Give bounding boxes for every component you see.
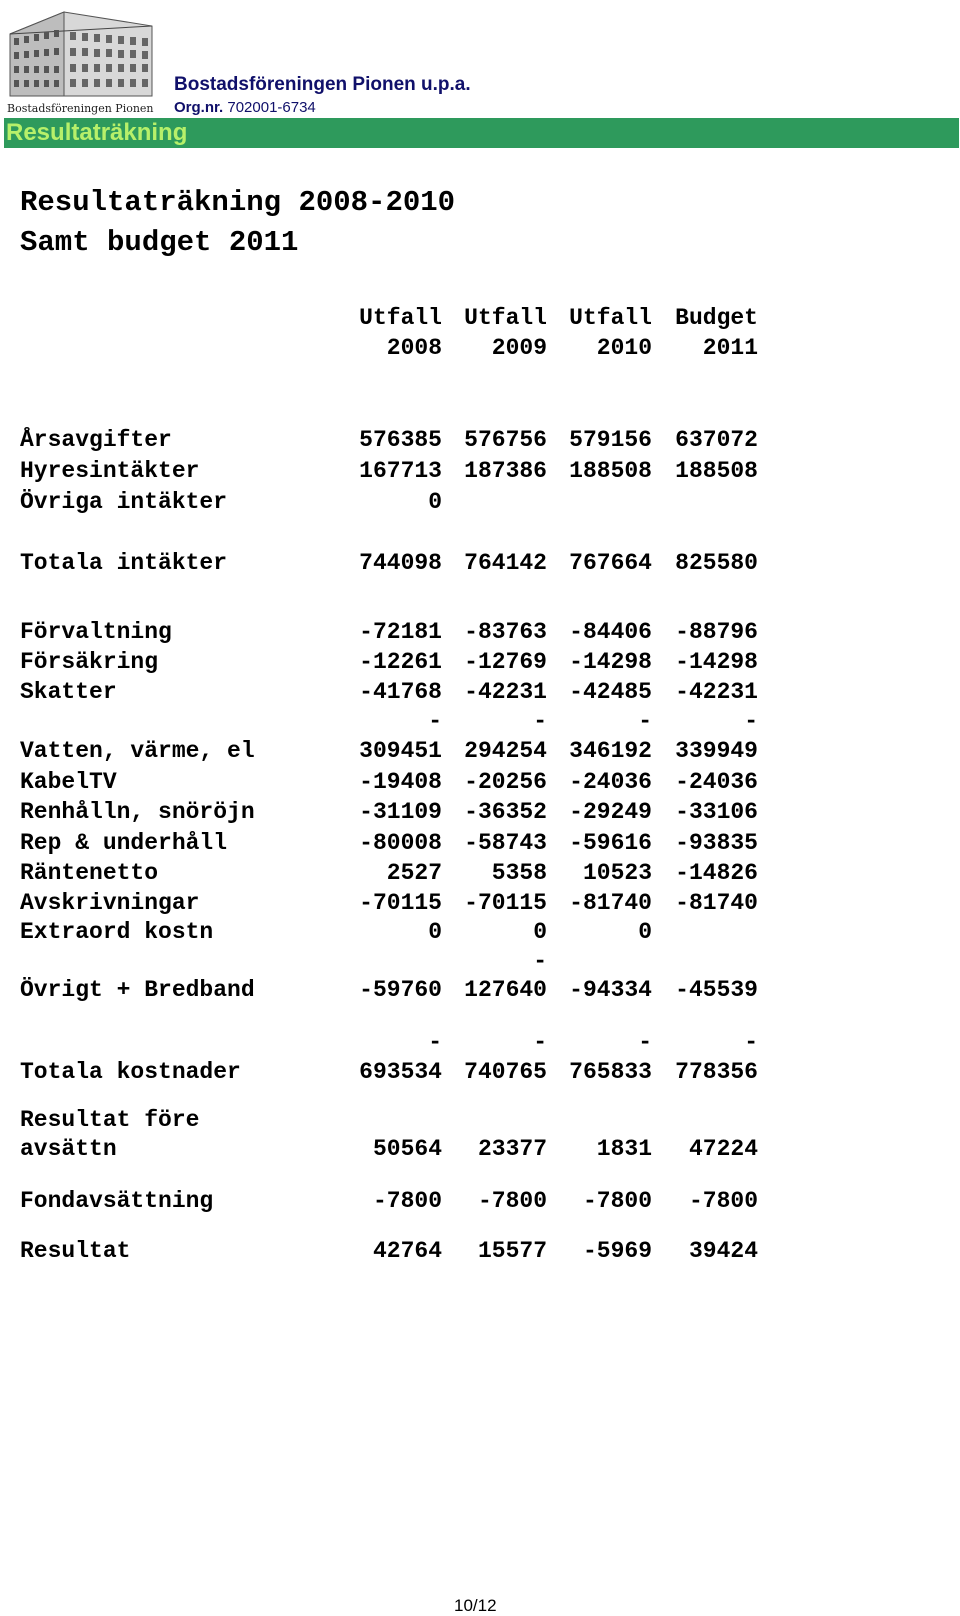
row-value: 0 (428, 919, 442, 945)
column-year: 2009 (491, 335, 547, 361)
row-value: 765833 (569, 1059, 652, 1085)
row-label: KabelTV (20, 769, 117, 795)
row-label: Fondavsättning (20, 1188, 214, 1214)
row-value: - (638, 708, 652, 734)
row-value: 778356 (675, 1059, 758, 1085)
section-banner: Resultaträkning (4, 118, 959, 148)
row-value: - (533, 948, 547, 974)
row-value: -42231 (464, 679, 547, 705)
row-value: 579156 (569, 427, 652, 453)
column-header-row-2 (0, 333, 960, 363)
row-value: 0 (533, 919, 547, 945)
row-value: 693534 (359, 1059, 442, 1085)
row-value: - (428, 1029, 442, 1055)
row-value: -70115 (359, 890, 442, 916)
row-value: -42485 (569, 679, 652, 705)
row-value: -94334 (569, 977, 652, 1003)
row-value: 576756 (464, 427, 547, 453)
table-row (0, 647, 960, 677)
row-value: -5969 (582, 1238, 652, 1264)
table-row (0, 1186, 960, 1216)
row-value: 167713 (359, 458, 442, 484)
table-row (0, 888, 960, 918)
table-row (0, 1057, 960, 1087)
row-value: -84406 (569, 619, 652, 645)
row-value: 764142 (464, 550, 547, 576)
row-value: 50564 (372, 1136, 442, 1162)
table-row (0, 828, 960, 858)
row-value: 0 (428, 489, 442, 515)
row-value: 47224 (688, 1136, 758, 1162)
row-value: 188508 (675, 458, 758, 484)
row-value: -88796 (675, 619, 758, 645)
row-value: 2527 (386, 860, 442, 886)
row-value: -12261 (359, 649, 442, 675)
row-value: -14298 (675, 649, 758, 675)
row-label: Övriga intäkter (20, 489, 228, 515)
row-value: -58743 (464, 830, 547, 856)
row-value: 5358 (491, 860, 547, 886)
row-value: -45539 (675, 977, 758, 1003)
row-label: Avskrivningar (20, 890, 200, 916)
column-header: Utfall (464, 305, 547, 331)
row-value: 127640 (464, 977, 547, 1003)
row-label: Totala kostnader (20, 1059, 241, 1085)
row-value: -93835 (675, 830, 758, 856)
row-value: - (533, 708, 547, 734)
row-value: 744098 (359, 550, 442, 576)
table-row (0, 456, 960, 486)
row-value: 0 (638, 919, 652, 945)
table-row (0, 858, 960, 888)
row-value: - (744, 708, 758, 734)
row-value: -83763 (464, 619, 547, 645)
column-header: Utfall (359, 305, 442, 331)
row-label: Extraord kostn (20, 919, 214, 945)
row-value: -33106 (675, 799, 758, 825)
row-value: -14298 (569, 649, 652, 675)
logo-caption: Bostadsföreningen Pionen (7, 102, 154, 115)
column-header: Utfall (569, 305, 652, 331)
row-label: Försäkring (20, 649, 159, 675)
row-value: -7800 (372, 1188, 442, 1214)
row-value: 10523 (582, 860, 652, 886)
table-row (0, 617, 960, 647)
document-title: Resultaträkning 2008-2010 (20, 186, 456, 219)
logo (4, 4, 154, 116)
row-label: Räntenetto (20, 860, 159, 886)
row-value: -81740 (569, 890, 652, 916)
row-value: -72181 (359, 619, 442, 645)
row-value: -80008 (359, 830, 442, 856)
document-subtitle: Samt budget 2011 (20, 226, 299, 259)
row-value: -81740 (675, 890, 758, 916)
row-value: 767664 (569, 550, 652, 576)
table-row (0, 797, 960, 827)
table-row (0, 767, 960, 797)
row-label: Skatter (20, 679, 117, 705)
row-value: -7800 (688, 1188, 758, 1214)
row-value: - (744, 1029, 758, 1055)
row-value: 42764 (372, 1238, 442, 1264)
row-label: Resultat före (20, 1107, 200, 1133)
column-header: Budget (675, 305, 758, 331)
row-value: 309451 (359, 738, 442, 764)
row-value: -14826 (675, 860, 758, 886)
table-row (0, 975, 960, 1005)
row-value: 15577 (477, 1238, 547, 1264)
row-value: 576385 (359, 427, 442, 453)
row-value: -42231 (675, 679, 758, 705)
column-year: 2011 (702, 335, 758, 361)
org-nr-value: 702001-6734 (227, 99, 316, 116)
row-label: avsättn (20, 1136, 117, 1162)
row-value: 825580 (675, 550, 758, 576)
row-label: Övrigt + Bredband (20, 977, 255, 1003)
row-value: 346192 (569, 738, 652, 764)
organization-name: Bostadsföreningen Pionen u.p.a. (174, 74, 471, 95)
organization-number (174, 99, 316, 116)
row-value: -59616 (569, 830, 652, 856)
row-value: -29249 (569, 799, 652, 825)
column-year: 2008 (386, 335, 442, 361)
row-value: -20256 (464, 769, 547, 795)
row-label: Hyresintäkter (20, 458, 200, 484)
row-value: 1831 (596, 1136, 652, 1162)
row-value: 23377 (477, 1136, 547, 1162)
row-value: -36352 (464, 799, 547, 825)
row-label: Resultat (20, 1238, 131, 1264)
org-nr-label: Org.nr. (174, 99, 224, 116)
table-row (0, 706, 960, 736)
row-value: 740765 (464, 1059, 547, 1085)
row-label: Rep & underhåll (20, 830, 228, 856)
row-value: -19408 (359, 769, 442, 795)
row-value: - (533, 1029, 547, 1055)
table-row (0, 548, 960, 578)
page-number: 10/12 (454, 1596, 497, 1615)
row-value: 39424 (688, 1238, 758, 1264)
table-row (0, 1027, 960, 1057)
table-row (0, 1105, 960, 1135)
row-value: -31109 (359, 799, 442, 825)
table-row (0, 917, 960, 947)
row-value: -24036 (675, 769, 758, 795)
row-value: 188508 (569, 458, 652, 484)
row-value: 637072 (675, 427, 758, 453)
row-value: -70115 (464, 890, 547, 916)
row-value: -59760 (359, 977, 442, 1003)
row-label: Totala intäkter (20, 550, 228, 576)
row-value: -7800 (477, 1188, 547, 1214)
row-label: Vatten, värme, el (20, 738, 255, 764)
row-value: -24036 (569, 769, 652, 795)
table-row (0, 487, 960, 517)
table-row (0, 946, 960, 976)
table-row (0, 677, 960, 707)
row-label: Årsavgifter (20, 427, 172, 453)
table-row (0, 425, 960, 455)
row-value: -41768 (359, 679, 442, 705)
row-value: - (428, 708, 442, 734)
table-row (0, 1236, 960, 1266)
column-year: 2010 (596, 335, 652, 361)
row-value: -7800 (582, 1188, 652, 1214)
row-value: 294254 (464, 738, 547, 764)
row-value: 339949 (675, 738, 758, 764)
column-header-row-1 (0, 303, 960, 333)
row-label: Förvaltning (20, 619, 172, 645)
row-value: - (638, 1029, 652, 1055)
row-label: Renhålln, snöröjn (20, 799, 255, 825)
row-value: -12769 (464, 649, 547, 675)
row-value: 187386 (464, 458, 547, 484)
table-row (0, 736, 960, 766)
table-row (0, 1134, 960, 1164)
